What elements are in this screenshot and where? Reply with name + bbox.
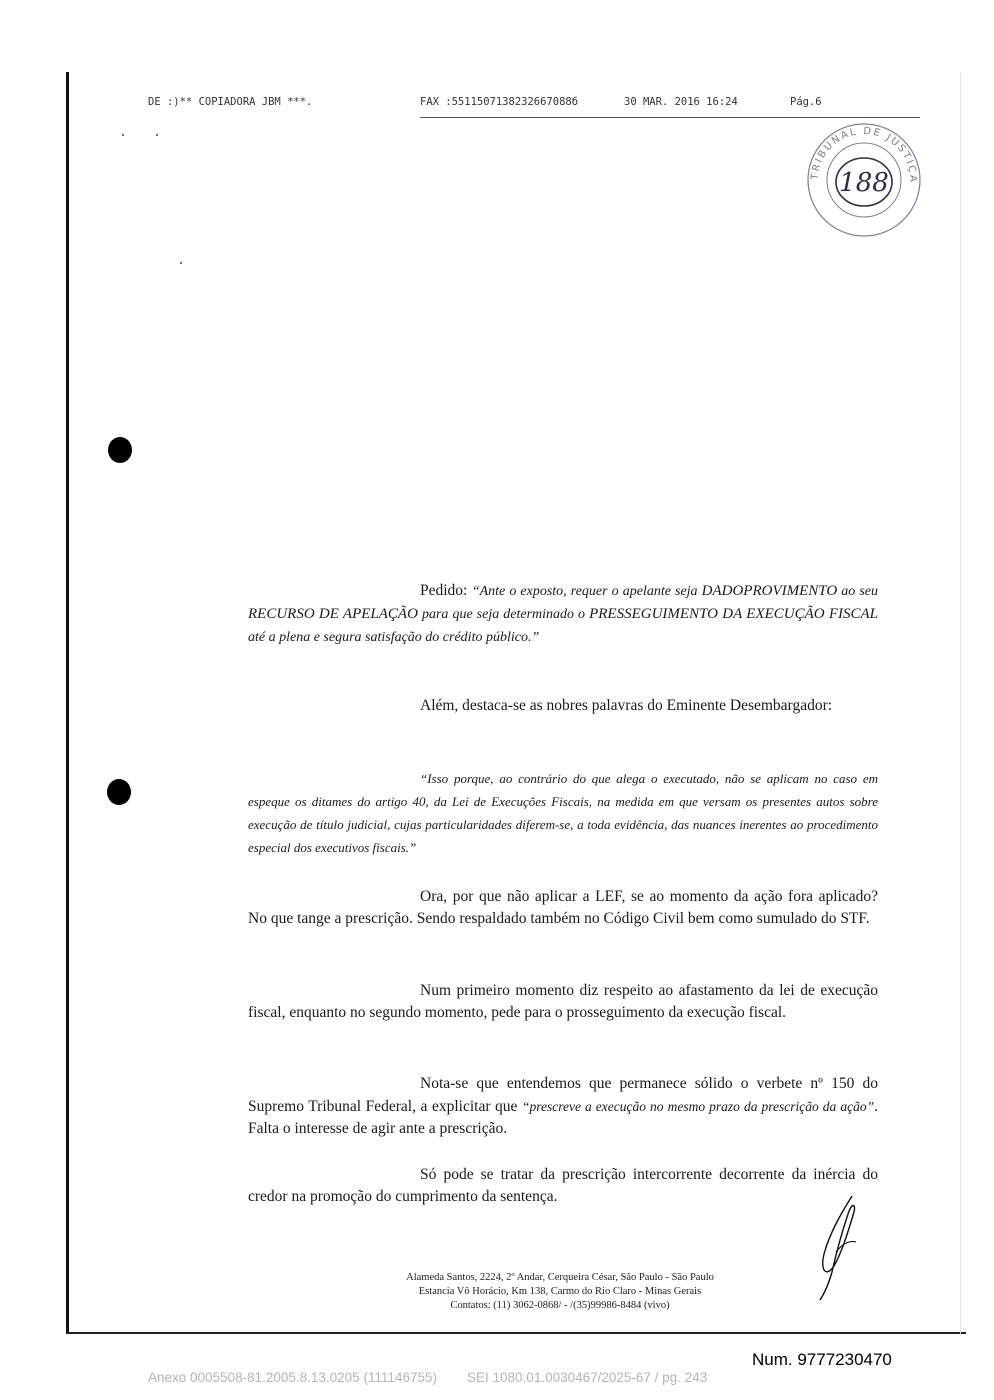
request-paragraph: Pedido: “Ante o exposto, requer o apelante seja DADOPROVIMENTO ao seu RECURSO DE APELAÇÃO para que seja determinado o PRESSEGUIMENTO DA EXECUÇÃO FISCAL até a plena e segura satisfação do crédito público.”: [248, 582, 879, 645]
stamp-page-number: 188: [839, 168, 889, 198]
paragraph-alem: Além, destaca-se as nobres palavras do Eminente Desembargador:: [420, 697, 833, 714]
paragraph-num: Num primeiro momento diz respeito ao afastamento da lei de execução fiscal, enquanto no segundo momento, pede para o prosseguimento da execução fiscal.: [248, 982, 878, 1021]
sumula-quote: “prescreve a execução no mesmo prazo da prescrição da ação”: [521, 1099, 875, 1114]
fax-page: Pág.6: [790, 96, 822, 108]
desembargador-quote: “Isso porque, ao contrário do que alega o executado, não se aplicam no caso em espeque os ditames do artigo 40, da Lei de Execuções Fiscais, na medida em que versam os presentes autos sobre execução de título judicial, cujas particularidades diferem-se, a toda evidência, das nuances inerentes ao procedimento especial dos executivos fiscais.”: [248, 771, 878, 855]
scan-edge-left: [66, 72, 69, 1334]
fax-header: [148, 96, 838, 114]
fax-sender: DE :)** COPIADORA JBM ***.: [148, 96, 313, 108]
paragraph-nota: Nota-se que entendemos que permanece sólido o verbete nº 150 do Supremo Tribunal Federal, a explicitar que “prescreve a execução no mesmo prazo da prescrição da ação”. Falta o interesse de agir ante a prescrição.: [248, 1075, 878, 1137]
document-number: Num. 9777230470: [752, 1350, 892, 1369]
scan-speck: [156, 134, 158, 136]
request-lead: Pedido:: [420, 582, 472, 599]
fax-number: FAX :5511507138232667088б: [420, 96, 579, 108]
punch-hole: [107, 779, 131, 805]
footer-address: [330, 1271, 790, 1313]
paragraph-ora: Ora, por que não aplicar a LEF, se ao momento da ação fora aplicado? No que tange a prescrição. Sendo respaldado também no Código Civil bem como sumulado do STF.: [248, 888, 878, 927]
fax-date: 30 MAR. 2016 16:24: [624, 96, 738, 108]
footer-address-line: Estancia Vô Horácio, Km 138, Carmo do Rio Claro - Minas Gerais: [418, 1286, 702, 1297]
scan-edge-right: [960, 72, 961, 1334]
stamp-ring-text: TRIBUNAL DE JUSTIÇA: [809, 125, 919, 184]
paragraph-so: Só pode se tratar da prescrição intercorrente decorrente da inércia do credor na promoção do cumprimento da sentença.: [248, 1166, 878, 1205]
annex-reference: Anexo 0005508-81.2005.8.13.0205 (111146755) SEI 1080.01.0030467/2025-67 / pg. 243: [148, 1370, 708, 1385]
scan-speck: [122, 134, 124, 136]
signature: [812, 1192, 872, 1302]
footer-address-line: Alameda Santos, 2224, 2º Andar, Cerqueira César, São Paulo - São Paulo: [406, 1272, 714, 1283]
punch-hole: [108, 437, 132, 463]
scan-edge-bottom: [66, 1332, 966, 1334]
scan-speck: [180, 262, 182, 264]
footer-contacts: Contatos: (11) 3062-0868/ - /(35)99986-8484 (vivo): [450, 1300, 670, 1311]
court-stamp: [802, 118, 926, 242]
